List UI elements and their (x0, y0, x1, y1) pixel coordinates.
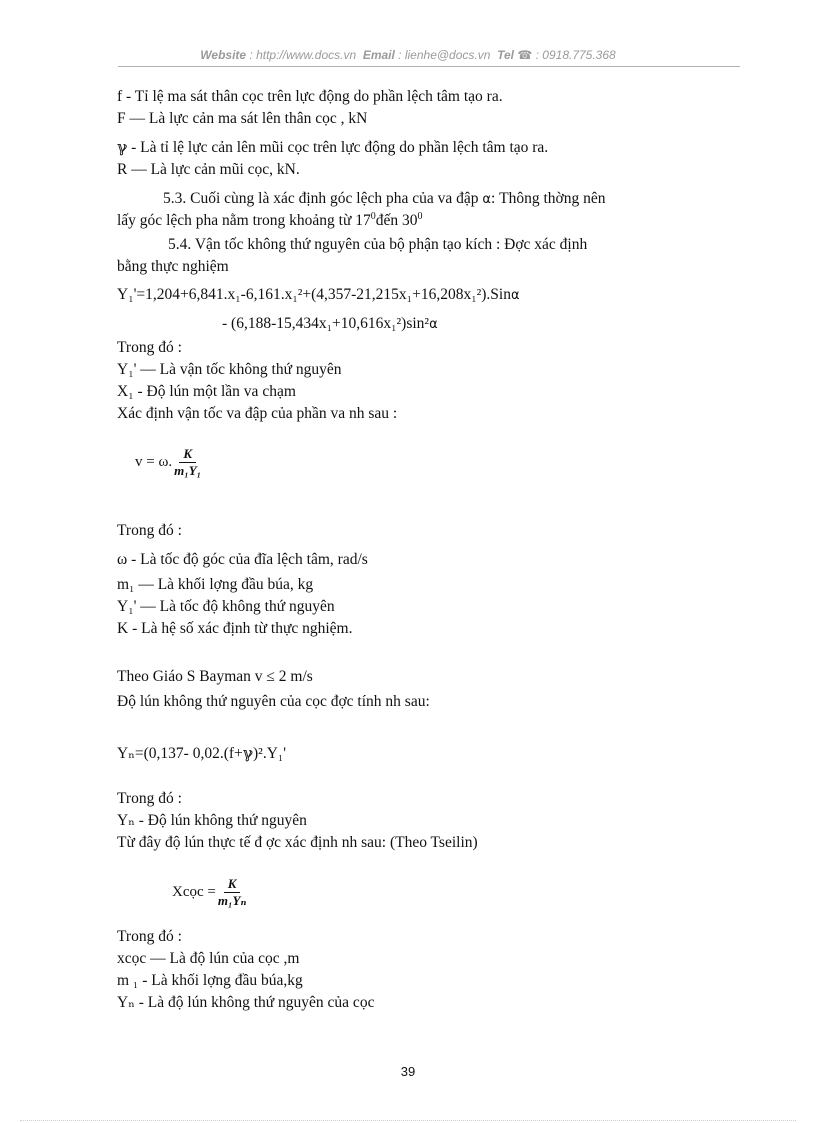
equation-y1: Y₁'=1,204+6,841.x₁-6,161.x₁²+(4,357-21,215x₁+16,208x₁²).Sinα (117, 286, 520, 303)
settlement-intro: Độ lún không thứ nguyên của cọc đợc tính nh sau: (117, 693, 430, 710)
fraction-x: $\frac{K}{\text{m₁Yₙ}}$ (217, 876, 247, 908)
website-value[interactable]: : http://www.docs.vn (249, 48, 357, 62)
formula-v: v = ω. $\frac{K}{\text{m₁Y₁}}$ (135, 446, 202, 478)
line-f: f - Tỉ lệ ma sát thân cọc trên lực động do phần lệch tâm tạo ra. (117, 88, 503, 105)
section-5-3-cont: lấy góc lệch pha nằm trong khoảng từ $17^0đến$ $30^0$ (117, 210, 423, 229)
page-number: 39 (400, 1064, 416, 1079)
impact-velocity-intro: Xác định vận tốc va đập của phần va nh sau : (117, 405, 398, 422)
def-y1: Y₁' — Là vận tốc không thứ nguyên (117, 361, 342, 378)
formula-x-coc: Xcọc = $\frac{K}{\text{m₁Yₙ}}$ (172, 876, 247, 908)
phone-icon: ☎ (517, 48, 533, 62)
def-m1-b: m ₁ - Là khối lợng đầu búa,kg (117, 972, 303, 989)
section-5-3: 5.3. Cuối cùng là xác định góc lệch pha của va đập α: Thông thờng nên (163, 190, 606, 207)
def-y1-speed: Y₁' — Là tốc độ không thứ nguyên (117, 598, 335, 615)
where-4: Trong đó : (117, 928, 182, 945)
bayman-line: Theo Giáo S Bayman v ≤ 2 m/s (117, 668, 313, 685)
def-yn-b: Yₙ - Là độ lún không thứ nguyên của cọc (117, 994, 375, 1011)
def-K: K - Là hệ số xác định từ thực nghiệm. (117, 620, 353, 637)
def-omega: ω - Là tốc độ góc của đĩa lệch tâm, rad/s (117, 551, 368, 568)
tel-label: Tel (497, 48, 514, 62)
section-5-4: 5.4. Vận tốc không thứ nguyên của bộ phận tạo kích : Đợc xác định (168, 236, 588, 253)
where-3: Trong đó : (117, 790, 182, 807)
footer-dotted-line (20, 1120, 796, 1121)
alpha-symbol: α (482, 192, 491, 207)
equation-y1-cont: - (6,188-15,434x₁+10,616x₁²)sin²α (222, 315, 438, 332)
def-x1: X₁ - Độ lún một lần va chạm (117, 383, 296, 400)
equation-yn: Yₙ=(0,137- 0,02.(f+ℽ)².Y₁' (117, 745, 287, 762)
fraction-v: $\frac{K}{\text{m₁Y₁}}$ (174, 446, 202, 478)
def-x-coc: xcọc — Là độ lún của cọc ,m (117, 950, 300, 967)
line-R: R — Là lực cản mũi cọc, kN. (117, 161, 300, 178)
section-5-4-cont: bằng thực nghiệm (117, 258, 229, 275)
email-value[interactable]: : lienhe@docs.vn (398, 48, 491, 62)
actual-settlement-intro: Từ đây độ lún thực tế đ ợc xác định nh sau: (Theo Tseilin) (117, 834, 478, 851)
page-header (0, 48, 816, 62)
website-label: Website (200, 48, 247, 62)
header-divider (118, 66, 740, 67)
def-m1: m₁ — Là khối lợng đầu búa, kg (117, 576, 314, 593)
email-label: Email (362, 48, 395, 62)
def-yn: Yₙ - Độ lún không thứ nguyên (117, 812, 307, 829)
line-gamma: ℽ - Là tỉ lệ lực cản lên mũi cọc trên lực động do phần lệch tâm tạo ra. (117, 139, 549, 156)
tel-value: : 0918.775.368 (535, 48, 616, 62)
where-2: Trong đó : (117, 522, 182, 539)
line-F: F — Là lực cản ma sát lên thân cọc , kN (117, 110, 368, 127)
where-1: Trong đó : (117, 339, 182, 356)
